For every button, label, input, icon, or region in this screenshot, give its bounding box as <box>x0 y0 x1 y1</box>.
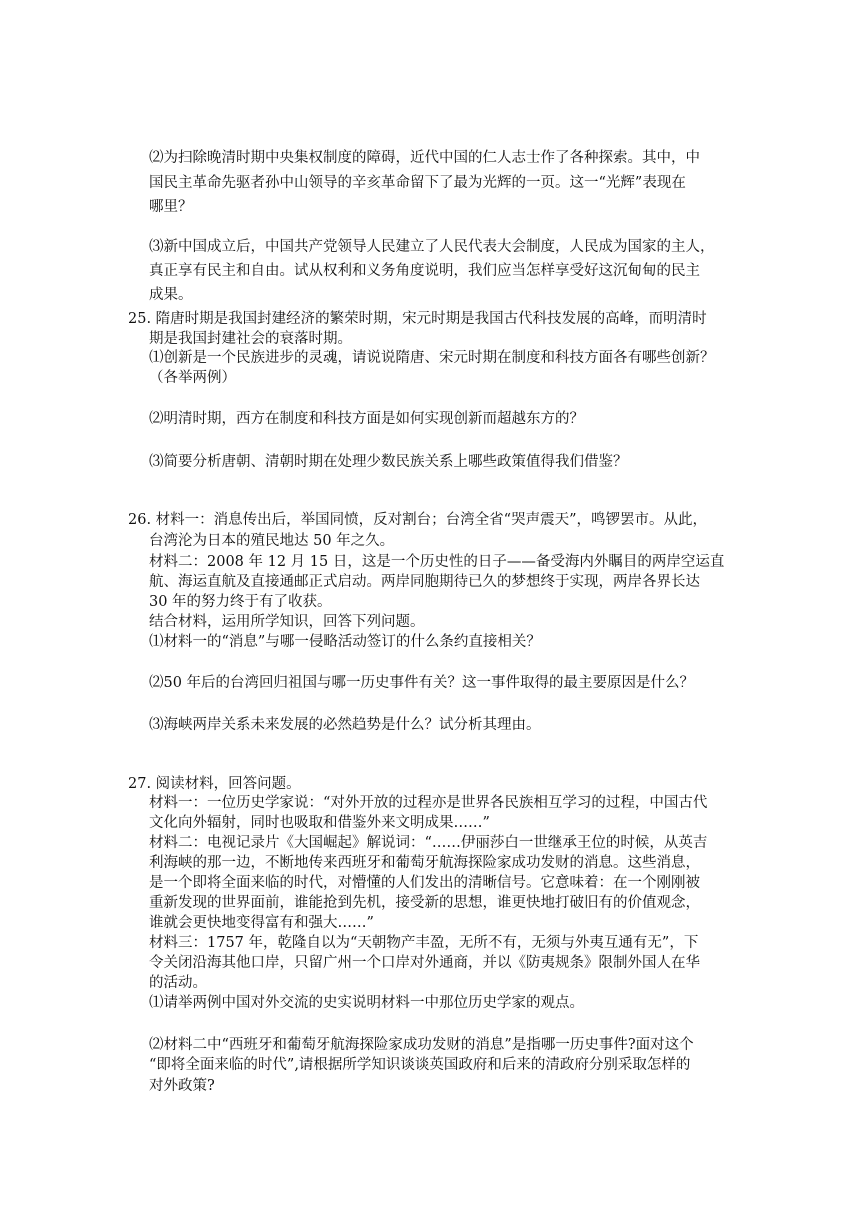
q25-p3: ⑶简要分析唐朝、清朝时期在处理少数民族关系上哪些政策值得我们借鉴？ <box>149 454 628 470</box>
q27-p2-line3: 对外政策? <box>149 1078 215 1094</box>
q26-stem-line1: 26. 材料一：消息传出后，举国同愤，反对割台；台湾全省“哭声震天”，鸣锣罢市。从此， <box>128 512 707 528</box>
q27-p1: ⑴请举两例中国对外交流的史实说明材料一中那位历史学家的观点。 <box>149 995 584 1011</box>
q24-p2-line1: ⑵为扫除晚清时期中央集权制度的障碍，近代中国的仁人志士作了各种探索。其中，中 <box>149 150 700 166</box>
q27-stem-line10: 令关闭沿海其他口岸，只留广州一个口岸对外通商，并以《防夷规条》限制外国人在华 <box>149 955 700 971</box>
q27-stem-line1: 27. 阅读材料，回答问题。 <box>128 776 301 792</box>
q24-p3-line3: 成果。 <box>149 287 193 303</box>
q26-stem-line6: 结合材料，运用所学知识，回答下列问题。 <box>149 614 425 630</box>
q26-stem-line3: 材料二：2008 年 12 月 15 日，这是一个历史性的日子——备受海内外瞩目的两岸空运直 <box>149 554 725 570</box>
q27-stem-line3: 文化向外辐射，同时也吸取和借鉴外来文明成果……” <box>149 815 490 831</box>
q25-p1-line1: ⑴创新是一个民族进步的灵魂，请说说隋唐、宋元时期在制度和科技方面各有哪些创新？ <box>149 350 715 366</box>
q26-p3: ⑶海峡两岸关系未来发展的必然趋势是什么？试分析其理由。 <box>149 717 541 733</box>
q26-stem-line4: 航、海运直航及直接通邮正式启动。两岸同胞期待已久的梦想终于实现，两岸各界长达 <box>149 574 700 590</box>
q27-stem-line7: 重新发现的世界面前，谁能抢到先机，接受新的思想，谁更快地打破旧有的价值观念， <box>149 895 700 911</box>
q24-p2-line2: 国民主革命先驱者孙中山领导的辛亥革命留下了最为光辉的一页。这一“光辉”表现在 <box>149 175 686 191</box>
q26-stem-line5: 30 年的努力终于有了收获。 <box>149 594 332 610</box>
q27-stem-line11: 的活动。 <box>149 975 207 991</box>
q25-p2: ⑵明清时期，西方在制度和科技方面是如何实现创新而超越东方的？ <box>149 411 584 427</box>
q24-p3-line1: ⑶新中国成立后，中国共产党领导人民建立了人民代表大会制度，人民成为国家的主人， <box>149 239 715 255</box>
q25-stem-line1: 25. 隋唐时期是我国封建经济的繁荣时期，宋元时期是我国古代科技发展的高峰，而明清时 <box>128 311 707 327</box>
q24-p3-line2: 真正享有民主和自由。试从权利和义务角度说明，我们应当怎样享受好这沉甸甸的民主 <box>149 263 700 279</box>
q25-p1-line2: （各举两例） <box>149 370 236 386</box>
q26-p1: ⑴材料一的“消息”与哪一侵略活动签订的什么条约直接相关？ <box>149 634 541 650</box>
q27-stem-line4: 材料二：电视记录片《大国崛起》解说词：“……伊丽莎白一世继承王位的时候，从英吉 <box>149 835 708 851</box>
q27-stem-line6: 是一个即将全面来临的时代，对懵懂的人们发出的清晰信号。它意味着：在一个刚刚被 <box>149 875 700 891</box>
q27-stem-line5: 利海峡的那一边，不断地传来西班牙和葡萄牙航海探险家成功发财的消息。这些消息， <box>149 855 700 871</box>
q27-stem-line8: 谁就会更快地变得富有和强大……” <box>149 915 374 931</box>
q27-stem-line2: 材料一：一位历史学家说：“对外开放的过程亦是世界各民族相互学习的过程，中国古代 <box>149 795 708 811</box>
q27-p2-line2: “即将全面来临的时代”,请根据所学知识谈谈英国政府和后来的清政府分别采取怎样的 <box>149 1057 691 1073</box>
q24-p2-line3: 哪里？ <box>149 199 193 215</box>
q26-stem-line2: 台湾沦为日本的殖民地达 50 年之久。 <box>149 533 395 549</box>
q25-stem-line2: 期是我国封建社会的衰落时期。 <box>149 331 352 347</box>
q26-p2: ⑵50 年后的台湾回归祖国与哪一历史事件有关？这一事件取得的最主要原因是什么？ <box>149 675 695 691</box>
q27-stem-line9: 材料三：1757 年，乾隆自以为“天朝物产丰盈，无所不有，无须与外夷互通有无”，下 <box>149 935 699 951</box>
q27-p2-line1: ⑵材料二中“西班牙和葡萄牙航海探险家成功发财的消息”是指哪一历史事件?面对这个 <box>149 1037 694 1053</box>
